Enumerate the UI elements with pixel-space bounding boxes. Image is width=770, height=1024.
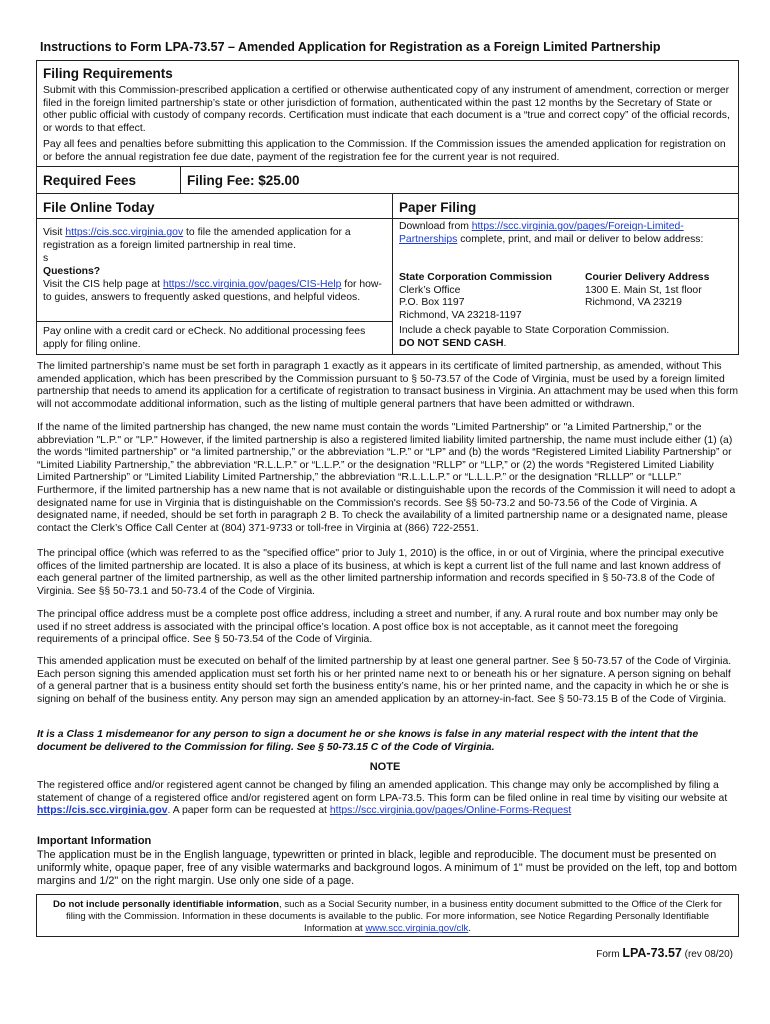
cis-help-link[interactable]: https://scc.virginia.gov/pages/CIS-Help (162, 279, 342, 290)
body-p4: The principal office address must be a complete post office address, including a street and number, if any. A rural route and box number may only be used if no street address is associated with the principal office’s location. A post office box is not acceptable, as it cannot meet the foregoing requirements of a principal office. See § 50-73.54 of the Code of Virginia. (37, 609, 718, 646)
body-p2: If the name of the limited partnership has changed, the new name must contain the words "Limited Partnership" or "a Limited Partnership," or the abbreviation "L.P." or "LP." However, if the limited partnership is also a registered limited liability limited partnership, the name must include either (1) (a) the words “limited partnership” or “a limited partnership,” or the abbreviation “L.P.” or “LP” and (b) the words “Registered Limited Liability Partnership” or “Limited Liability Partnership,” the abbreviation “R.L.L.P.” or “L.L.P.” or the designation “RLLP” or “LLP,” or (2) the words “Registered Limited Liability Limited Partnership” or “Limited Liability Limited Partnership,” the abbreviation “R.L.L.L.P.” or “L.L.L.P.” or the designation “RLLLP” or “LLLP.” Furthermore, if the limited partnership has a new name that is not available or distinguishable upon the records of the Commission it will need to adopt a designated name for use in Virginia that is distinguishable on the Commission's records. See §§ 50-73.2 and 50-73.56 of the Code of Virginia. A designated name, if needed, should be set forth in paragraph 2 B. To check the availability of a limited partnership name or a designated name, please contact the Clerk’s Office Call Center at (804) 371-9733 or toll-free in Virginia at (866) 722-2551. (37, 422, 736, 534)
body-p3: The principal office (which was referred to as the "specified office" prior to July 1, 2010) is the office, in or out of Virginia, where the principal executive offices of the limited partnership are located. It is also a place of its business, at which is kept a current list of the full name and last known address of each general partner of the limited partnership, as well as the other limited partnership information and records specified in § 50-73.8 of the Code of Virginia. See §§ 50-73.1 and 50-73.4 of the Code of Virginia. (37, 548, 724, 597)
scc-address (399, 272, 579, 322)
courier-line1: 1300 E. Main St, 1st floor (585, 284, 702, 296)
courier-label: Courier Delivery Address (585, 272, 710, 283)
no-cash-text: DO NOT SEND CASH. (399, 338, 507, 349)
note-text: The registered office and/or registered agent cannot be changed by filing an amended application. This change may only be accomplished by filing a statement of change of a registered office and/or registered agent on form LPA-73.5. This form can be filed online in real time by visiting our website at https://cis.scc.virginia.gov. A paper form can be requested at https://scc.virginia.gov/pages/Online-Forms-Request (37, 780, 728, 817)
courier-address (585, 272, 735, 310)
required-fees-label: Required Fees (43, 173, 137, 188)
divider (37, 218, 392, 219)
misdemeanor-warning: It is a Class 1 misdemeanor for any person to sign a document he or she knows is false in any material respect with the intent that the document be delivered to the Commission for filing. See § 50-73.15 C of the Code of Virginia. (37, 729, 699, 753)
body-p5: This amended application must be executed on behalf of the limited partnership by at least one general partner. See § 50-73.57 of the Code of Virginia. Each person signing this amended application must set forth his or her printed name next to or beneath his or her signature. A person signing on behalf of a general partner that is a business entity should set forth the business entity’s name, his or her printed name, and the capacity in which he or she is signing on behalf of the business entity. Any person may sign an amended application by an attorney-in-fact. See § 50-73.15 B of the Code of Virginia. (37, 656, 732, 705)
scc-line2: P.O. Box 1197 (399, 297, 465, 309)
foreign-lp-forms-link[interactable]: https://scc.virginia.gov/pages/Foreign-Limited-Partnerships (399, 221, 684, 245)
paper-filing-heading: Paper Filing (399, 200, 477, 215)
courier-line2: Richmond, VA 23219 (585, 297, 682, 309)
cis-website-link[interactable]: https://cis.scc.virginia.gov (37, 805, 168, 817)
divider (37, 321, 392, 322)
scc-line1: Clerk’s Office (399, 284, 461, 296)
cis-link[interactable]: https://cis.scc.virginia.gov (65, 227, 184, 238)
important-text: The application must be in the English language, typewritten or printed in black, legible and reproducible. The document must be presented on uniformly white, opaque paper, free of any visible watermarks and background logos. A minimum of 1" must be provided on the left, top and bottom margins and 1/2" on the right margin. Use only one side of a page. (37, 849, 738, 887)
divider (393, 218, 738, 219)
stray-text: s (43, 253, 49, 264)
form-footer: Form LPA-73.57 (rev 08/20) (596, 946, 733, 960)
required-fees-cell (36, 166, 181, 194)
note-heading: NOTE (369, 761, 401, 773)
filing-requirements-heading: Filing Requirements (43, 66, 173, 81)
file-online-box (36, 193, 393, 355)
filing-requirements-box (36, 60, 739, 167)
filing-fee: Filing Fee: $25.00 (187, 173, 300, 188)
download-text: Download from https://scc.virginia.gov/pages/Foreign-Limited-Partnerships complete, print, and mail or deliver to below address: (399, 221, 704, 245)
filing-requirements-p1: Submit with this Commission-prescribed application a certified or otherwise authenticated copy of any instrument of amendment, correction or merger filed in the foreign limited partnership’s state or other jurisdiction of formation, authenticated within the past 12 months by the Secretary of State or other public official with custody of company records. Certification must indicate that each document is a “true and correct copy” of the official records, or words to that effect. (43, 85, 730, 134)
file-online-heading: File Online Today (43, 200, 155, 215)
form-number: LPA-73.57 (622, 946, 682, 960)
online-visit-text: Visit https://cis.scc.virginia.gov to file the amended application for a registration as a foreign limited partnership in real time. (43, 227, 351, 251)
pay-online-text: Pay online with a credit card or eCheck. No additional processing fees apply for filing online. (43, 326, 366, 350)
important-heading: Important Information (37, 835, 152, 847)
filing-fee-cell (180, 166, 739, 194)
online-forms-request-link[interactable]: https://scc.virginia.gov/pages/Online-Forms-Request (329, 805, 572, 817)
pii-box: Do not include personally identifiable information, such as a Social Security number, in a business entity document submitted to the Office of the Clerk for filing with the Commission. Information in these documents is available to the public. For more information, see Notice Regarding Personally Identifiable Information at www.scc.virginia.gov/clk. (36, 894, 739, 937)
questions-label: Questions? (43, 266, 101, 277)
paper-filing-box (392, 193, 739, 355)
check-text: Include a check payable to State Corporation Commission. (399, 325, 670, 336)
pii-bold: Do not include personally identifiable information (53, 899, 280, 910)
document-title: Instructions to Form LPA-73.57 – Amended Application for Registration as a Foreign Limited Partnership (40, 40, 661, 54)
scc-clk-link[interactable]: www.scc.virginia.gov/clk (365, 923, 469, 935)
help-text: Visit the CIS help page at https://scc.virginia.gov/pages/CIS-Help for how-to guides, answers to frequently asked questions, and helpful videos. (43, 279, 382, 303)
filing-requirements-p2: Pay all fees and penalties before submitting this application to the Commission. If the Commission issues the amended application for registration on or before the annual registration fee due date, payment of the registration fee for the current year is not required. (43, 139, 726, 163)
body-p1: The limited partnership’s name must be set forth in paragraph 1 exactly as it appears in its certificate of limited partnership, as amended, without This amended application, which has been prescribed by the Commission pursuant to § 50-73.57 of the Code of Virginia, must be used by a foreign limited partnership that needs to amend its application for a certificate of registration to transact business in Virginia. An attachment may be used when this form will not accommodate additional information, such as the listing of multiple general partners that have been admitted or withdrawn. (37, 361, 738, 410)
scc-line3: Richmond, VA 23218-1197 (399, 309, 522, 321)
scc-label: State Corporation Commission (399, 272, 552, 283)
